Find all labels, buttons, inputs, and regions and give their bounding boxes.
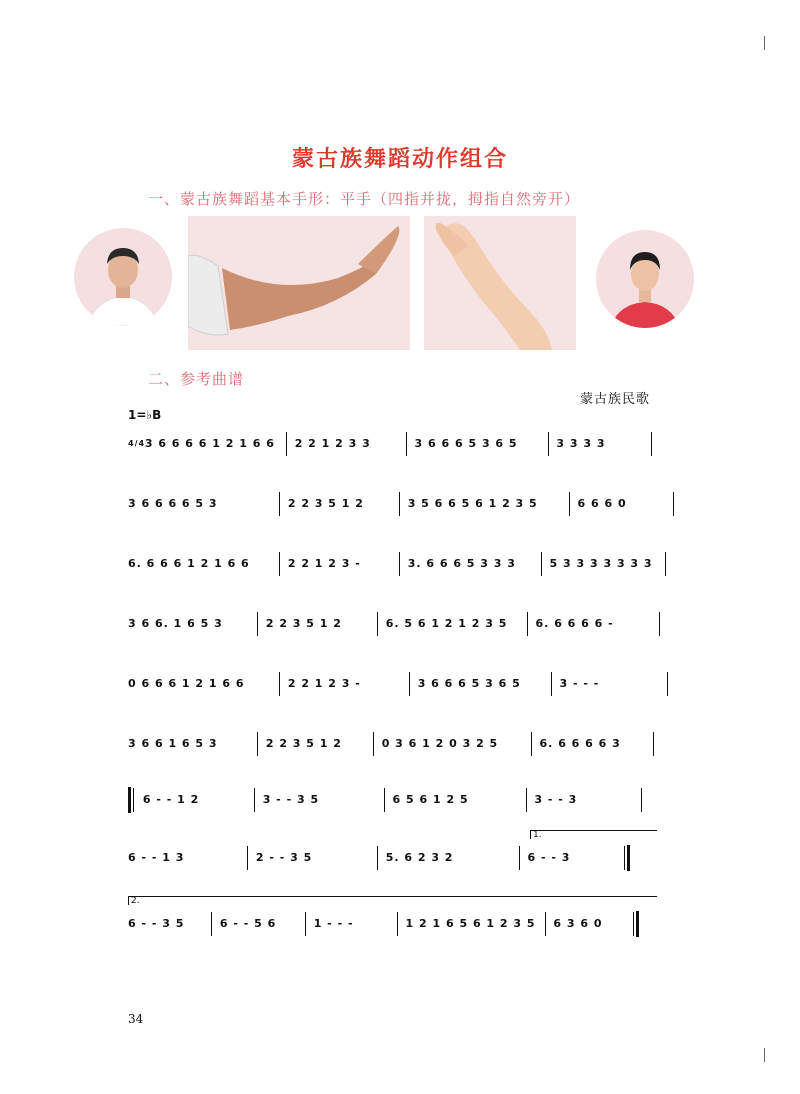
section-heading-reference-score: 二、参考曲谱 <box>148 370 245 388</box>
barline <box>548 432 549 456</box>
photo-male-arm-flat-hand <box>188 216 410 350</box>
score-source: 蒙古族民歌 <box>580 392 651 407</box>
score-line-4 <box>128 610 658 638</box>
barline <box>659 612 660 636</box>
measure: 3 6 6 6 5 3 6 5 <box>417 677 521 690</box>
barline <box>384 788 385 812</box>
barline <box>305 912 306 936</box>
score-line-1 <box>128 430 658 458</box>
key-signature: 1=♭B <box>128 408 162 422</box>
score-line-5 <box>128 670 658 698</box>
barline <box>651 432 652 456</box>
final-barline-thick <box>636 911 639 937</box>
measure: 0 6 6 6 1 2 1 6 6 <box>128 677 245 690</box>
measure: 3 - - 3 5 <box>262 793 320 806</box>
measure: 3 6 6 6 6 1 2 1 6 6 <box>144 437 275 450</box>
measure: 6 5 6 1 2 5 <box>392 793 469 806</box>
barline <box>551 672 552 696</box>
barline <box>286 432 287 456</box>
measure: 6 - - 1 2 <box>142 793 200 806</box>
score-line-7 <box>128 786 658 814</box>
measure: 2 - - 3 5 <box>255 851 313 864</box>
crop-mark-bottom <box>764 1048 765 1062</box>
measure: 6. 6 6 6 1 2 1 6 6 <box>128 557 250 570</box>
barline <box>279 552 280 576</box>
measure: 3 - - - <box>559 677 600 690</box>
barline <box>653 732 654 756</box>
final-barline-thin <box>633 912 634 936</box>
barline <box>527 612 528 636</box>
measure: 3 6 6 6 5 3 6 5 <box>414 437 518 450</box>
measure: 2 2 1 2 3 - <box>287 677 361 690</box>
barline <box>254 788 255 812</box>
barline <box>531 732 532 756</box>
measure: 6 3 6 0 <box>553 917 603 930</box>
measure: 0 3 6 1 2 0 3 2 5 <box>381 737 499 750</box>
measure: 6. 5 6 1 2 1 2 3 5 <box>385 617 508 630</box>
measure: 3 6 6 6 6 5 3 <box>128 497 218 510</box>
avatar-male-dancer <box>74 228 172 326</box>
page-number: 34 <box>128 1012 144 1026</box>
barline <box>545 912 546 936</box>
barline <box>257 732 258 756</box>
measure: 6. 6 6 6 6 3 <box>539 737 621 750</box>
barline <box>397 912 398 936</box>
page-title: 蒙古族舞蹈动作组合 <box>291 146 508 172</box>
barline <box>211 912 212 936</box>
measure: 3 6 6. 1 6 5 3 <box>128 617 223 630</box>
measure: 3 5 6 6 5 6 1 2 3 5 <box>407 497 538 510</box>
measure: 6 - - 1 3 <box>128 851 185 864</box>
volta-bracket-1: 1. <box>530 830 657 839</box>
barline <box>373 732 374 756</box>
measure: 2 2 1 2 3 - <box>287 557 361 570</box>
measure: 2 2 3 5 1 2 <box>265 617 342 630</box>
crop-mark-top <box>764 36 765 50</box>
measure: 5. 6 2 3 2 <box>385 851 454 864</box>
barline <box>409 672 410 696</box>
repeat-end-thin <box>624 846 625 870</box>
photo-female-arm-flat-hand <box>424 216 576 350</box>
avatar-female-dancer <box>596 230 694 328</box>
barline <box>541 552 542 576</box>
barline <box>519 846 520 870</box>
score-line-3 <box>128 550 658 578</box>
measure: 2 2 3 5 1 2 <box>287 497 364 510</box>
barline <box>377 612 378 636</box>
volta-bracket-2: 2. <box>128 896 657 905</box>
section-heading-hand-shape: 一、蒙古族舞蹈基本手形：平手（四指并拢，拇指自然旁开） <box>148 190 581 208</box>
barline <box>279 672 280 696</box>
barline <box>247 846 248 870</box>
repeat-end-barline <box>627 845 630 871</box>
measure: 6 - - 3 5 <box>128 917 185 930</box>
barline <box>673 492 674 516</box>
barline <box>569 492 570 516</box>
repeat-start-thin <box>133 788 134 812</box>
barline <box>406 432 407 456</box>
measure: 1 - - - <box>313 917 354 930</box>
repeat-start-barline <box>128 787 131 813</box>
barline <box>526 788 527 812</box>
score-line-2 <box>128 490 658 518</box>
barline <box>641 788 642 812</box>
measure: 6. 6 6 6 6 - <box>535 617 614 630</box>
score-line-8 <box>128 844 658 872</box>
measure: 1 2 1 6 5 6 1 2 3 5 <box>405 917 536 930</box>
barline <box>257 612 258 636</box>
barline <box>377 846 378 870</box>
score-line-6 <box>128 730 658 758</box>
score-line-9 <box>128 910 658 938</box>
time-signature: 4/4 <box>128 439 146 448</box>
measure: 6 - - 5 6 <box>219 917 277 930</box>
measure: 3 - - 3 <box>534 793 578 806</box>
measure: 6 6 6 0 <box>577 497 627 510</box>
measure: 2 2 1 2 3 3 <box>294 437 371 450</box>
measure: 3 3 3 3 <box>556 437 606 450</box>
barline <box>667 672 668 696</box>
measure: 3 6 6 1 6 5 3 <box>128 737 218 750</box>
barline <box>279 492 280 516</box>
measure: 2 2 3 5 1 2 <box>265 737 342 750</box>
barline <box>399 492 400 516</box>
measure: 6 - - 3 <box>527 851 571 864</box>
barline <box>399 552 400 576</box>
measure: 3. 6 6 6 5 3 3 3 <box>407 557 516 570</box>
measure: 5 3 3 3 3 3 3 3 <box>549 557 653 570</box>
barline <box>665 552 666 576</box>
